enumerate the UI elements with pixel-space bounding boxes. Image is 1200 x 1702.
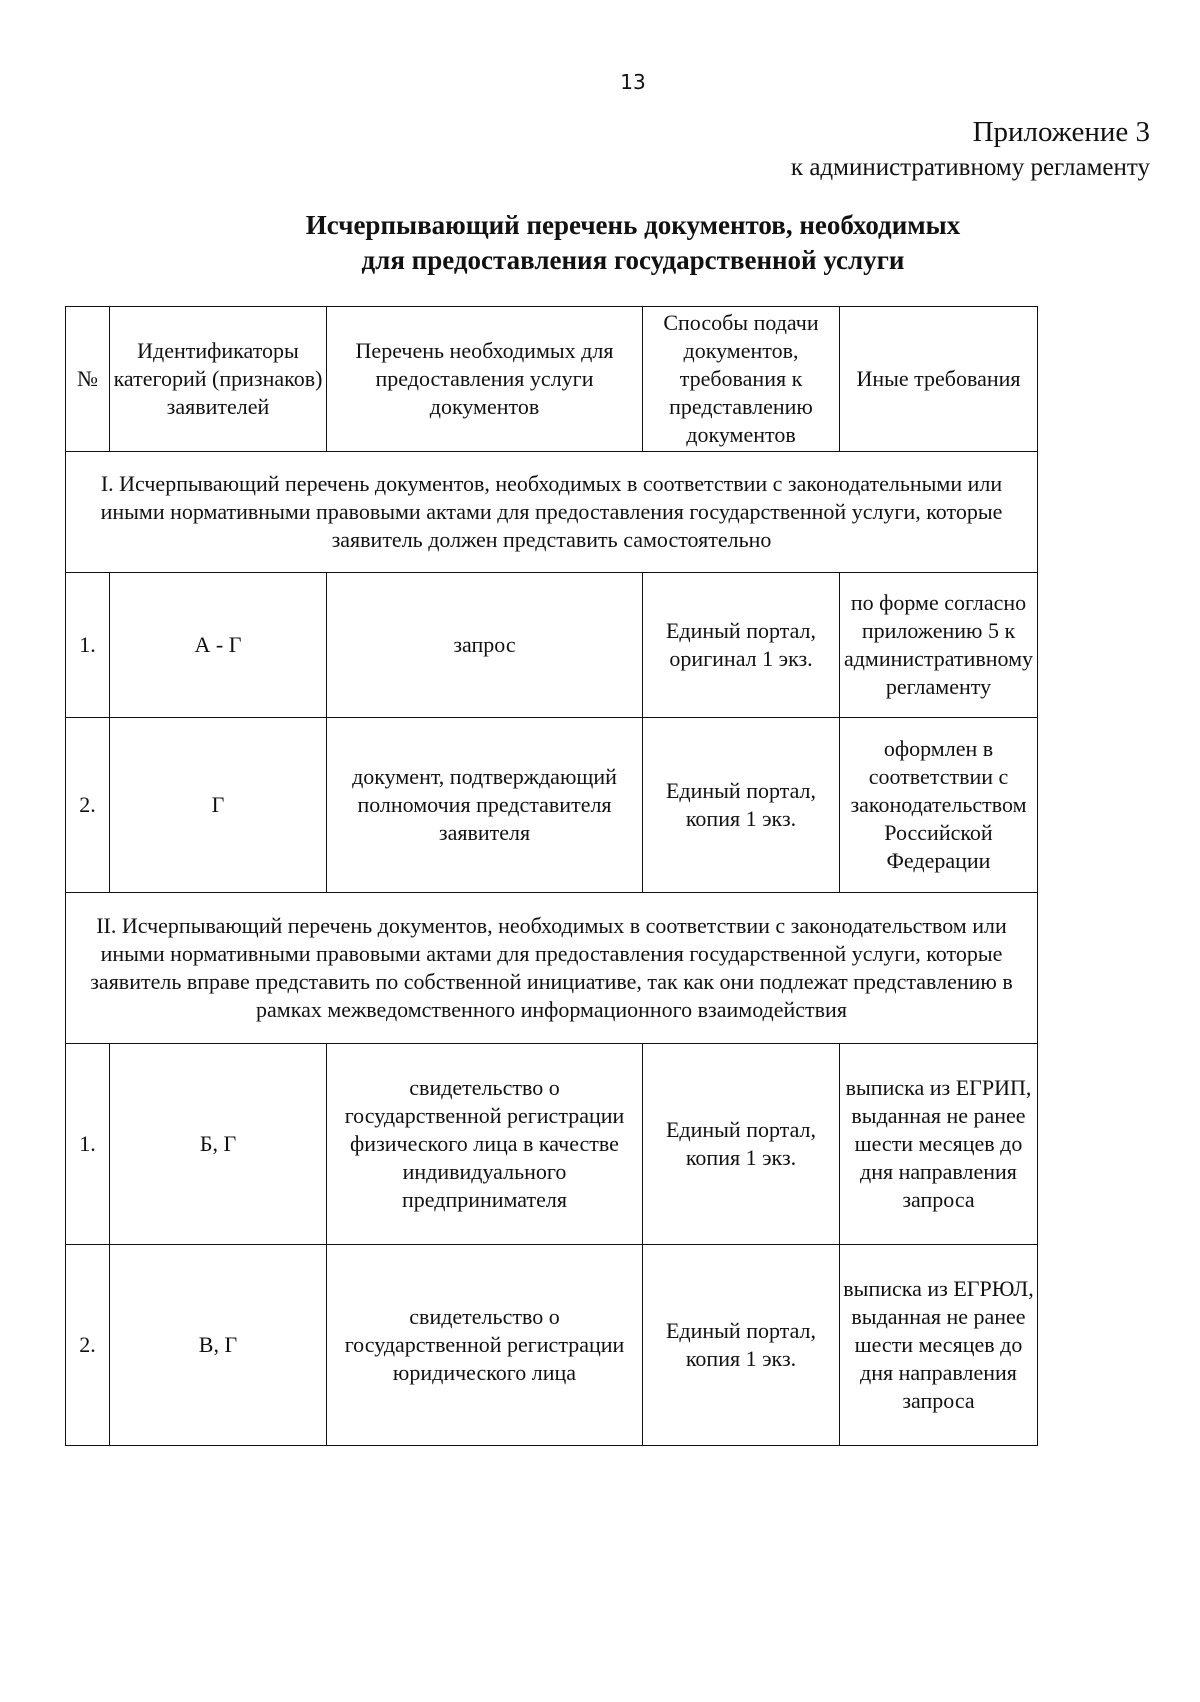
row-category: А - Г [110,573,327,718]
row-number: 1. [66,573,110,718]
section-2-heading: II. Исчерпывающий перечень документов, необходимых в соответствии с законодательством или иными нормативными правовыми актами для предоставления государственной услуги, которые заявитель вправе представить по собственной инициативе, так как они подлежат представлению в рамках межведомственного информационного взаимодействия [66,893,1038,1044]
appendix-line-2: к административному регламенту [790,154,1150,181]
section-heading-row [66,893,1038,1044]
row-document: свидетельство о государственной регистрации физического лица в качестве индивидуального предпринимателя [327,1044,643,1245]
table-row [66,718,1038,893]
row-category: Г [110,718,327,893]
appendix-line-1: Приложение 3 [972,116,1150,148]
title-line-2: для предоставления государственной услуги [361,245,905,275]
section-heading-row [66,452,1038,573]
row-category: В, Г [110,1245,327,1446]
row-document: запрос [327,573,643,718]
appendix-note [791,114,1150,186]
section-1-heading: I. Исчерпывающий перечень документов, необходимых в соответствии с законодательными или иными нормативными правовыми актами для предоставления государственной услуги, которые заявитель должен представить самостоятельно [66,452,1038,573]
table-row [66,573,1038,718]
row-other: выписка из ЕГРЮЛ, выданная не ранее шести месяцев до дня направления запроса [840,1245,1038,1446]
row-other: по форме согласно приложению 5 к административному регламенту [840,573,1038,718]
row-number: 2. [66,1245,110,1446]
row-other: выписка из ЕГРИП, выданная не ранее шести месяцев до дня направления запроса [840,1044,1038,1245]
document-title [0,208,1200,278]
header-categories: Идентификаторы категорий (признаков) заявителей [110,307,327,452]
page-number: 13 [620,70,646,94]
row-document: документ, подтверждающий полномочия представителя заявителя [327,718,643,893]
row-category: Б, Г [110,1044,327,1245]
row-method: Единый портал, копия 1 экз. [643,1245,840,1446]
row-number: 1. [66,1044,110,1245]
row-method: Единый портал, копия 1 экз. [643,718,840,893]
header-documents: Перечень необходимых для предоставления услуги документов [327,307,643,452]
table-row [66,1245,1038,1446]
row-other: оформлен в соответствии с законодательством Российской Федерации [840,718,1038,893]
row-number: 2. [66,718,110,893]
header-other-requirements: Иные требования [840,307,1038,452]
row-method: Единый портал, копия 1 экз. [643,1044,840,1245]
table-header-row [66,307,1038,452]
header-submission-methods: Способы подачи документов, требования к представлению документов [643,307,840,452]
row-method: Единый портал, оригинал 1 экз. [643,573,840,718]
title-line-1: Исчерпывающий перечень документов, необходимых [305,210,961,240]
requirements-table [65,306,1038,1446]
row-document: свидетельство о государственной регистрации юридического лица [327,1245,643,1446]
table-row [66,1044,1038,1245]
header-number: № [66,307,110,452]
